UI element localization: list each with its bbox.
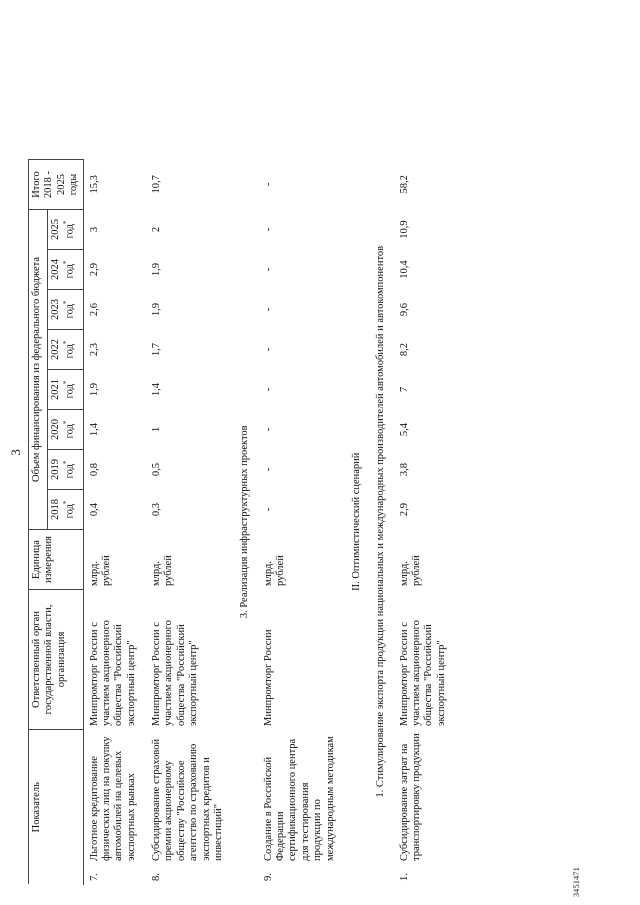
header-year: 2024 год* xyxy=(48,250,83,290)
row-indicator: Субсидирование затрат на транспортировку продукции xyxy=(398,733,422,861)
row-authority: Минпромторг России с участием акционерного общества "Российский экспортный центр" xyxy=(151,620,200,726)
row-authority: Минпромторг России xyxy=(262,629,274,726)
section-heading: 1. Стимулирование экспорта продукции национальных и международных производителей автомобилей и автокомпонентов xyxy=(375,245,387,798)
row-year-value: 1,7 xyxy=(151,342,162,357)
row-year-value: 0,8 xyxy=(88,462,100,477)
header-year: 2020 год* xyxy=(48,410,83,450)
row-year-value: 0,4 xyxy=(88,502,100,517)
header-unit: Единица измерения xyxy=(29,530,84,590)
row-year-value: 2,6 xyxy=(88,302,100,317)
row-year-value: 9,6 xyxy=(398,302,410,317)
row-year-value: 5,4 xyxy=(398,422,410,437)
section-heading: II. Оптимистический сценарий xyxy=(350,452,362,591)
row-total: - xyxy=(262,182,274,186)
row-number: 1. xyxy=(398,873,410,881)
row-year-value: 2,9 xyxy=(88,262,100,277)
row-year-value: 7 xyxy=(398,386,410,393)
section-heading: 3. Реализация инфраструктурных проектов xyxy=(239,425,251,619)
table-row xyxy=(83,160,146,885)
section-heading-row xyxy=(369,160,393,885)
table-row xyxy=(394,160,457,885)
row-number: 8. xyxy=(151,873,162,881)
row-indicator: Субсидирование страховой премии акционерному обществу "Российское агентство по страхованию экспортных кредитов и инвестиций" xyxy=(151,738,224,861)
row-year-value: 10,4 xyxy=(398,260,410,279)
header-year: 2025 год* xyxy=(48,210,83,250)
header-year: 2023 год* xyxy=(48,290,83,330)
row-unit: млрд. рублей xyxy=(398,555,422,586)
row-year-value: 1,4 xyxy=(151,382,162,397)
section-heading-row xyxy=(233,160,257,885)
row-year-value: 2,9 xyxy=(398,502,410,517)
row-year-value: 2,3 xyxy=(88,342,100,357)
table-row xyxy=(258,160,345,885)
row-year-value: 1,9 xyxy=(151,262,162,277)
row-year-value: 2 xyxy=(151,226,162,233)
row-authority: Минпромторг России с участием акционерного общества "Российский экспортный центр" xyxy=(398,620,447,726)
header-year: 2022 год* xyxy=(48,330,83,370)
row-unit: млрд. рублей xyxy=(88,555,112,586)
row-year-value: - xyxy=(262,347,274,352)
row-indicator: Создание в Российской Федерации сертификационного центра для тестирования продукции по международным методикам xyxy=(262,736,336,861)
table-body xyxy=(83,160,456,885)
row-year-value: 10,9 xyxy=(398,220,410,239)
row-year-value: 1,9 xyxy=(151,302,162,317)
row-total: 58,2 xyxy=(398,175,410,194)
row-year-value: - xyxy=(262,507,274,512)
header-authority: Ответственный орган государственной власти, организация xyxy=(29,590,84,730)
header-indicator: Показатель xyxy=(29,730,84,885)
row-year-value: 1,4 xyxy=(88,422,100,437)
document-id: 3451471 xyxy=(572,866,581,897)
header-year: 2019 год* xyxy=(48,450,83,490)
row-total: 15,3 xyxy=(88,175,100,194)
row-year-value: 8,2 xyxy=(398,342,410,357)
row-unit: млрд. рублей xyxy=(151,555,175,586)
row-year-value: 0,5 xyxy=(151,462,162,477)
header-total: Итого 2018 - 2025 годы xyxy=(29,160,84,210)
row-unit: млрд. рублей xyxy=(262,555,286,586)
row-number: 9. xyxy=(262,873,274,881)
header-year: 2021 год* xyxy=(48,370,83,410)
row-year-value: - xyxy=(262,267,274,272)
row-year-value: 3 xyxy=(88,226,100,233)
row-year-value: 0,3 xyxy=(151,502,162,517)
table-row xyxy=(146,160,233,885)
row-year-value: 3,8 xyxy=(398,462,410,477)
funding-table xyxy=(28,159,456,885)
row-total: 10,7 xyxy=(151,175,162,194)
row-number: 7. xyxy=(88,873,100,881)
page-number: 3 xyxy=(8,449,23,456)
section-heading-row xyxy=(345,160,369,885)
header-funding: Объем финансирования из федерального бюджета xyxy=(29,210,48,530)
row-year-value: - xyxy=(262,387,274,392)
row-year-value: - xyxy=(262,307,274,312)
row-year-value: - xyxy=(262,427,274,432)
row-year-value: - xyxy=(262,467,274,472)
row-year-value: - xyxy=(262,227,274,232)
row-year-value: 1 xyxy=(151,426,162,433)
row-authority: Минпромторг России с участием акционерного общества "Российский экспортный центр" xyxy=(88,620,137,726)
header-year: 2018 год* xyxy=(48,490,83,530)
row-year-value: 1,9 xyxy=(88,382,100,397)
row-indicator: Льготное кредитование физических лиц на покупку автомобилей на целевых экспортных рынках xyxy=(88,736,137,861)
